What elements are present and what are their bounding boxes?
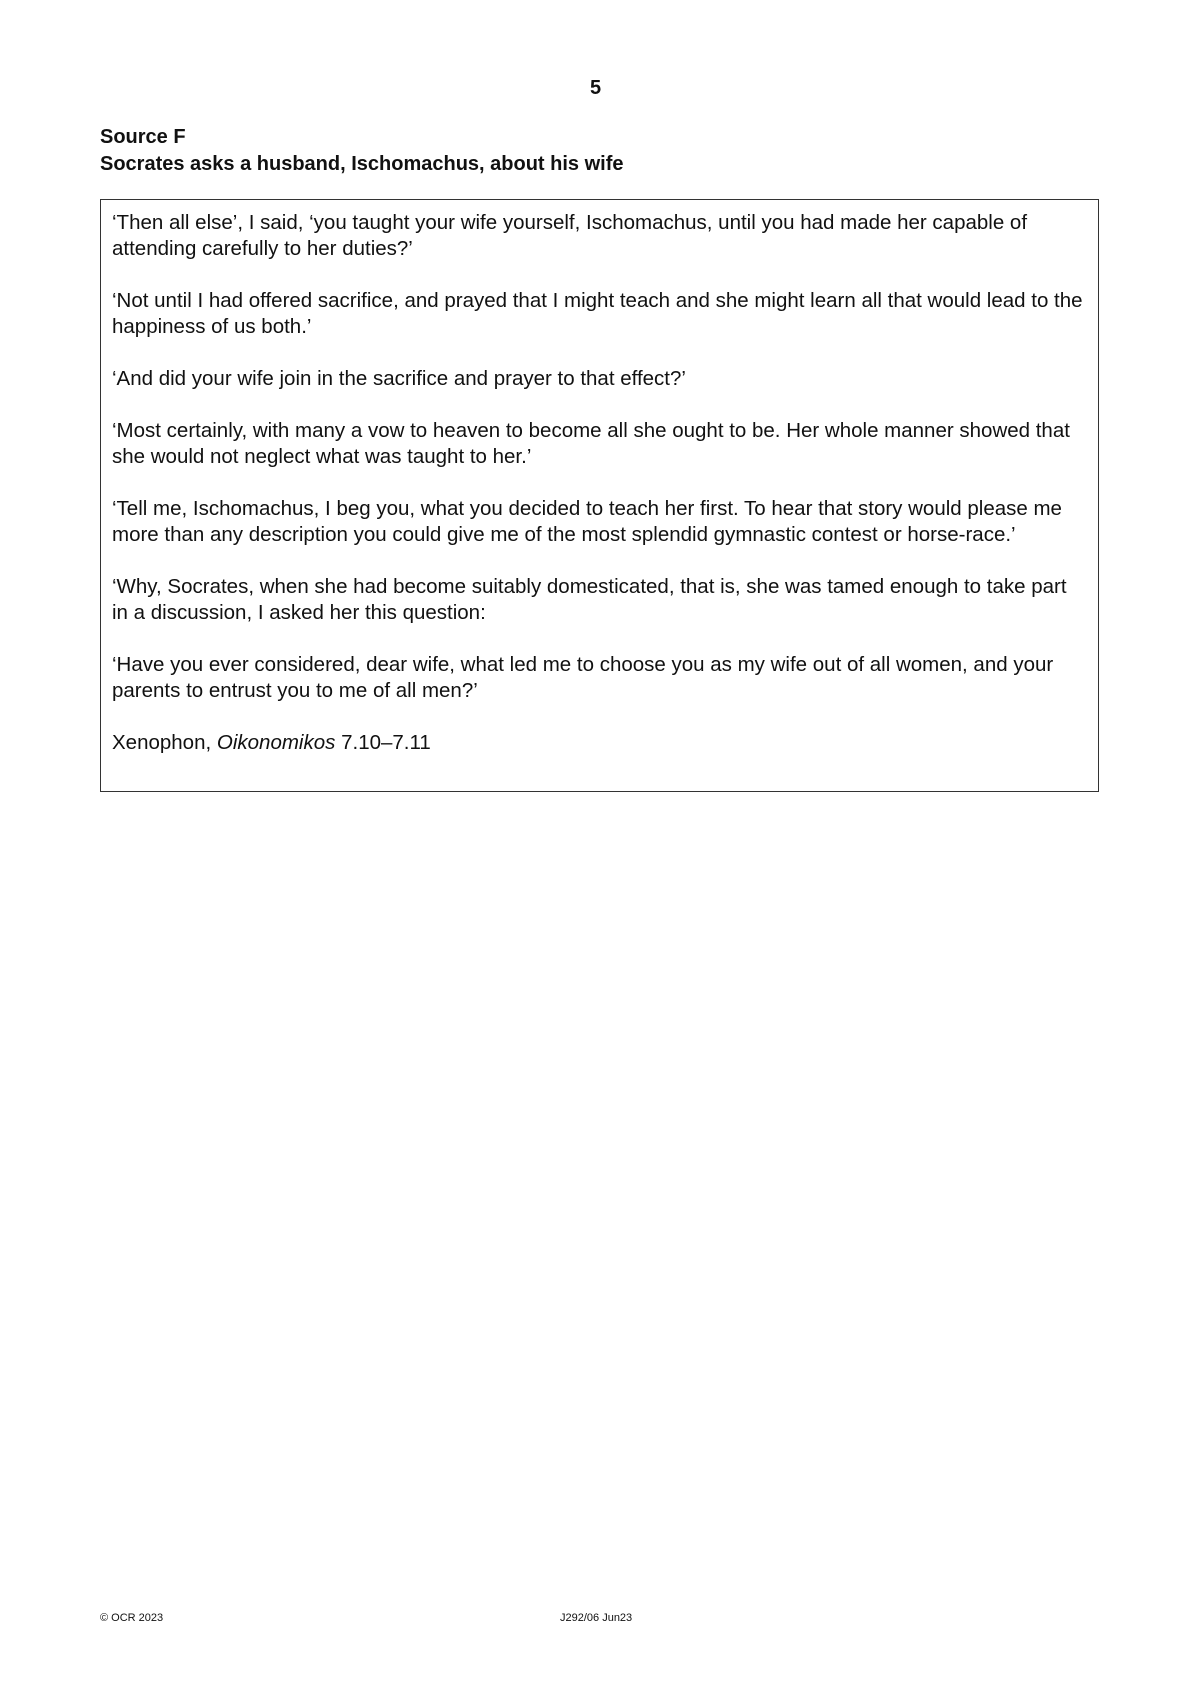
citation-work: Oikonomikos — [216, 731, 336, 754]
passage-paragraph: ‘And did your wife join in the sacrifice and prayer to that effect?’ — [112, 367, 686, 390]
footer-paper-code: J292/06 Jun23 — [560, 1612, 633, 1624]
passage-paragraph: ‘Then all else’, I said, ‘you taught your wife yourself, Ischomachus, until you had made her capable of attending carefully to her duties?’ — [112, 211, 1028, 260]
page-number: 5 — [589, 77, 602, 99]
citation-reference: 7.10–7.11 — [341, 731, 431, 754]
source-title: Socrates asks a husband, Ischomachus, about his wife — [100, 153, 624, 175]
passage-paragraph: ‘Not until I had offered sacrifice, and prayed that I might teach and she might learn all that would lead to the happiness of us both.’ — [112, 289, 1083, 338]
source-heading — [100, 124, 624, 178]
source-citation — [112, 730, 1086, 756]
source-passage-box — [100, 199, 1099, 792]
source-label: Source F — [100, 126, 186, 148]
citation-author: Xenophon, — [112, 731, 212, 754]
passage-paragraph: ‘Why, Socrates, when she had become suitably domesticated, that is, she was tamed enough to take part in a discussion, I asked her this question: — [112, 575, 1067, 624]
passage-paragraph: ‘Have you ever considered, dear wife, what led me to choose you as my wife out of all women, and your parents to entrust you to me of all men?’ — [112, 653, 1054, 702]
passage-paragraph: ‘Tell me, Ischomachus, I beg you, what you decided to teach her first. To hear that story would please me more than any description you could give me of the most splendid gymnastic contest or horse-race.’ — [112, 497, 1062, 546]
passage-paragraph: ‘Most certainly, with many a vow to heaven to become all she ought to be. Her whole manner showed that she would not neglect what was taught to her.’ — [112, 419, 1070, 468]
footer-copyright: © OCR 2023 — [100, 1612, 164, 1624]
